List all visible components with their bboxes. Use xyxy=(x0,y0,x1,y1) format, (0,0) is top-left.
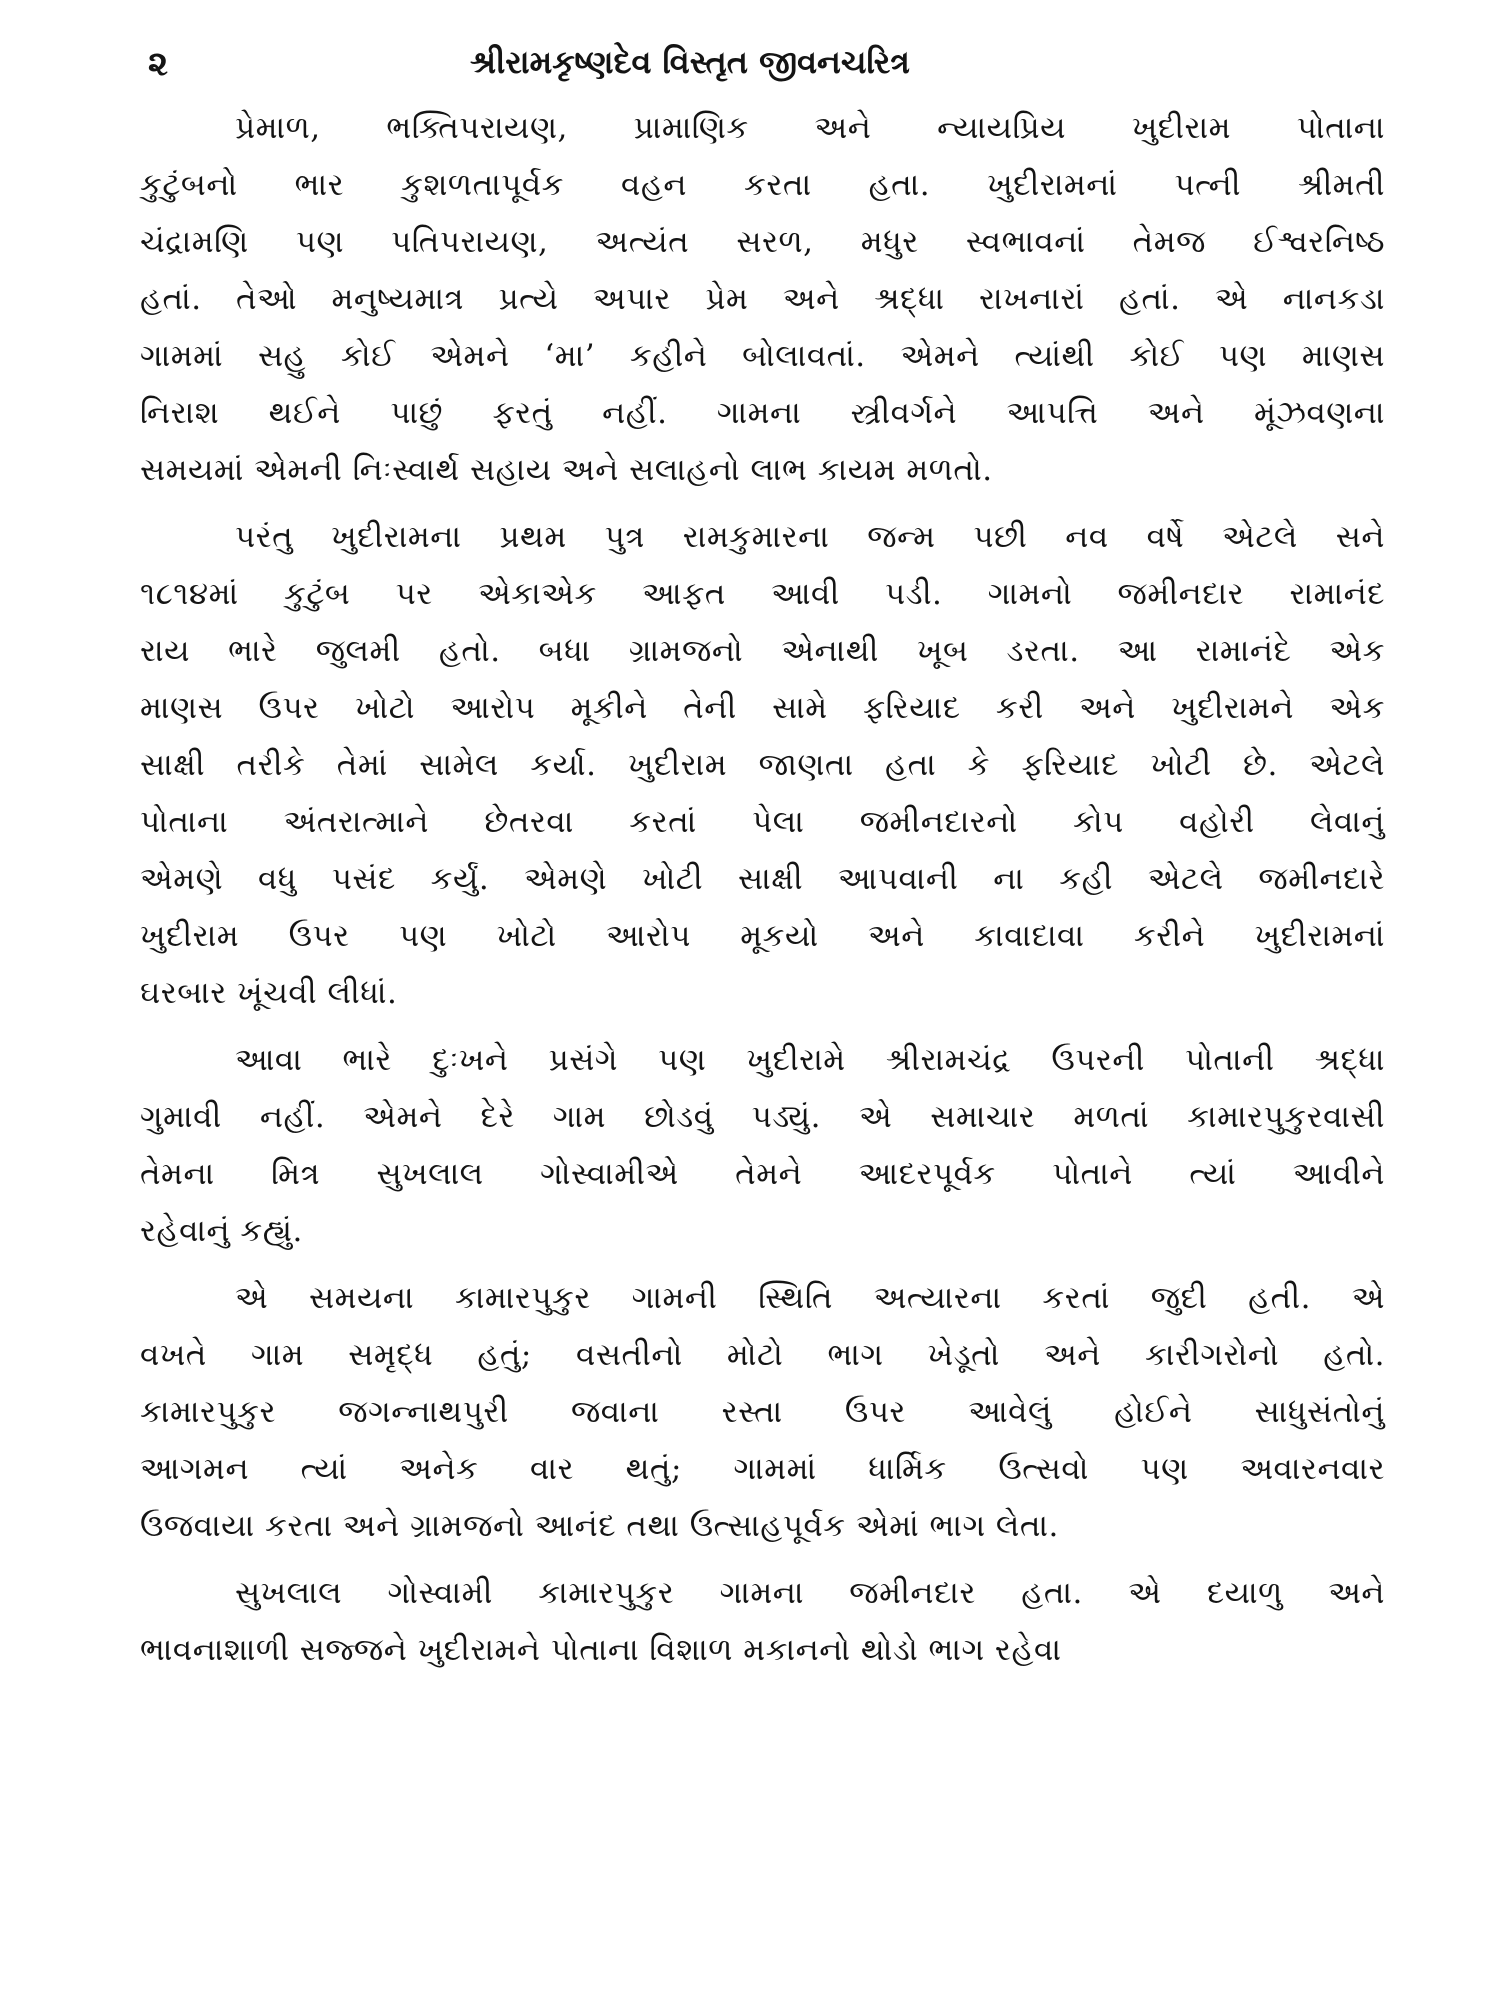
page-header xyxy=(140,36,1385,106)
text-line: વખતે ગામ સમૃદ્ધ હતું; વસતીનો મોટો ભાગ ખેડૂતો અને કારીગરોનો હતો. xyxy=(140,1337,1385,1373)
text-line: તેમના મિત્ર સુખલાલ ગોસ્વામીએ તેમને આદરપૂર્વક પોતાને ત્યાં આવીને xyxy=(140,1156,1385,1192)
text-line: સમયમાં એમની નિઃસ્વાર્થ સહાય અને સલાહનો લાભ કાયમ મળતો. xyxy=(140,452,993,488)
text-line: હતાં. તેઓ મનુષ્યમાત્ર પ્રત્યે અપાર પ્રેમ અને શ્રદ્ધા રાખનારાં હતાં. એ નાનકડા xyxy=(140,281,1385,317)
text-line: ચંદ્રામણિ પણ પતિપરાયણ, અત્યંત સરળ, મધુર સ્વભાવનાં તેમજ ઈશ્વરનિષ્ઠ xyxy=(140,224,1385,260)
text-line: ઘરબાર ખૂંચવી લીધાં. xyxy=(140,975,398,1011)
text-line: કુટુંબનો ભાર કુશળતાપૂર્વક વહન કરતા હતા. ખુદીરામનાં પત્ની શ્રીમતી xyxy=(140,167,1385,203)
text-line: ગુમાવી નહીં. એમને દેરે ગામ છોડવું પડ્યું. એ સમાચાર મળતાં કામારપુકુરવાસી xyxy=(140,1099,1385,1135)
text-line: રાય ભારે જુલમી હતો. બધા ગ્રામજનો એનાથી ખૂબ ડરતા. આ રામાનંદે એક xyxy=(140,633,1385,669)
paragraph xyxy=(140,1270,1385,1555)
text-line: ખુદીરામ ઉપર પણ ખોટો આરોપ મૂકયો અને કાવાદાવા કરીને ખુદીરામનાં xyxy=(140,918,1385,954)
paragraph xyxy=(140,1565,1385,1679)
body-text xyxy=(140,100,1385,1689)
text-line: પોતાના અંતરાત્માને છેતરવા કરતાં પેલા જમીનદારનો કોપ વહોરી લેવાનું xyxy=(140,804,1385,840)
paragraph xyxy=(140,1032,1385,1260)
text-line: ઉજવાયા કરતા અને ગ્રામજનો આનંદ તથા ઉત્સાહપૂર્વક એમાં ભાગ લેતા. xyxy=(140,1508,1059,1544)
text-line: ભાવનાશાળી સજ્જને ખુદીરામને પોતાના વિશાળ મકાનનો થોડો ભાગ રહેવા xyxy=(140,1632,1062,1668)
text-line: પ્રેમાળ, ભક્તિપરાયણ, પ્રામાણિક અને ન્યાયપ્રિય ખુદીરામ પોતાના xyxy=(235,110,1385,146)
text-line: સાક્ષી તરીકે તેમાં સામેલ કર્યા. ખુદીરામ જાણતા હતા કે ફરિયાદ ખોટી છે. એટલે xyxy=(140,747,1385,783)
paragraph xyxy=(140,509,1385,1022)
text-line: સુખલાલ ગોસ્વામી કામારપુકુર ગામના જમીનદાર હતા. એ દયાળુ અને xyxy=(235,1575,1385,1611)
text-line: ૧૮૧૪માં કુટુંબ પર એકાએક આફત આવી પડી. ગામનો જમીનદાર રામાનંદ xyxy=(140,576,1385,612)
text-line: એ સમયના કામારપુકુર ગામની સ્થિતિ અત્યારના કરતાં જુદી હતી. એ xyxy=(235,1280,1385,1316)
text-line: માણસ ઉપર ખોટો આરોપ મૂકીને તેની સામે ફરિયાદ કરી અને ખુદીરામને એક xyxy=(140,690,1385,726)
text-line: એમણે વધુ પસંદ કર્યું. એમણે ખોટી સાક્ષી આપવાની ના કહી એટલે જમીનદારે xyxy=(140,861,1385,897)
text-line: પરંતુ ખુદીરામના પ્રથમ પુત્ર રામકુમારના જન્મ પછી નવ વર્ષે એટલે સને xyxy=(235,519,1385,555)
text-line: કામારપુકુર જગન્નાથપુરી જવાના રસ્તા ઉપર આવેલું હોઈને સાધુસંતોનું xyxy=(140,1394,1385,1430)
text-line: રહેવાનું કહ્યું. xyxy=(140,1213,303,1249)
text-line: ગામમાં સહુ કોઈ એમને ‘મા’ કહીને બોલાવતાં. એમને ત્યાંથી કોઈ પણ માણસ xyxy=(140,338,1385,374)
text-line: આગમન ત્યાં અનેક વાર થતું; ગામમાં ધાર્મિક ઉત્સવો પણ અવારનવાર xyxy=(140,1451,1385,1487)
running-title: શ્રીરામકૃષ્ણદેવ વિસ્તૃત જીવનચરિત્ર xyxy=(470,43,910,81)
page-number: ૨ xyxy=(148,44,168,84)
text-line: નિરાશ થઈને પાછું ફરતું નહીં. ગામના સ્ત્રીવર્ગને આપત્તિ અને મૂંઝવણના xyxy=(140,395,1385,431)
paragraph xyxy=(140,100,1385,499)
text-line: આવા ભારે દુઃખને પ્રસંગે પણ ખુદીરામે શ્રીરામચંદ્ર ઉપરની પોતાની શ્રદ્ધા xyxy=(235,1042,1385,1078)
